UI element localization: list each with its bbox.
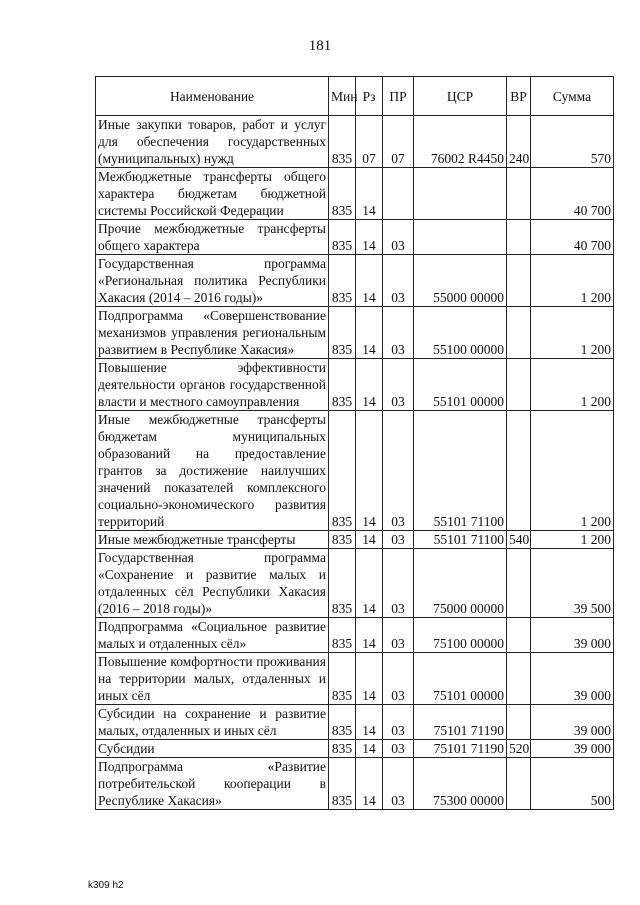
budget-table xyxy=(95,76,614,810)
table-row xyxy=(96,653,614,705)
cell-rz: 14 xyxy=(356,618,383,653)
table-row xyxy=(96,220,614,255)
cell-min: 835 xyxy=(329,116,356,168)
cell-min: 835 xyxy=(329,255,356,307)
table-row xyxy=(96,168,614,220)
cell-pr: 03 xyxy=(383,255,414,307)
cell-name: Подпрограмма «Совершенствование механизмов управления региональным развитием в Республике Хакасия» xyxy=(96,307,329,359)
cell-sum: 39 500 xyxy=(531,549,614,618)
cell-vr xyxy=(507,359,531,411)
cell-sum: 40 700 xyxy=(531,220,614,255)
header-name: Наименование xyxy=(96,77,329,116)
cell-vr xyxy=(507,549,531,618)
table-row xyxy=(96,255,614,307)
cell-pr xyxy=(383,168,414,220)
cell-sum: 39 000 xyxy=(531,705,614,740)
cell-csr: 75300 00000 xyxy=(414,758,507,810)
cell-name: Субсидии на сохранение и развитие малых, отдаленных и иных сёл xyxy=(96,705,329,740)
cell-vr xyxy=(507,705,531,740)
cell-csr: 75101 71190 xyxy=(414,705,507,740)
cell-sum: 39 000 xyxy=(531,618,614,653)
cell-min: 835 xyxy=(329,220,356,255)
table-row xyxy=(96,758,614,810)
cell-name: Иные межбюджетные трансферты бюджетам муниципальных образований на предоставление грантов за достижение наилучших значений показателей комплексного социально-экономического развития территорий xyxy=(96,411,329,531)
header-min: Мин xyxy=(329,77,356,116)
cell-vr: 240 xyxy=(507,116,531,168)
cell-rz: 14 xyxy=(356,531,383,549)
cell-sum: 1 200 xyxy=(531,359,614,411)
cell-rz: 14 xyxy=(356,705,383,740)
table-row xyxy=(96,307,614,359)
cell-vr xyxy=(507,220,531,255)
cell-rz: 14 xyxy=(356,307,383,359)
cell-rz: 07 xyxy=(356,116,383,168)
cell-name: Государственная программа «Сохранение и развитие малых и отдаленных сёл Республики Хакасия (2016 – 2018 годы)» xyxy=(96,549,329,618)
cell-vr xyxy=(507,618,531,653)
page-number: 181 xyxy=(308,38,332,54)
cell-vr xyxy=(507,758,531,810)
cell-vr xyxy=(507,411,531,531)
table-row xyxy=(96,618,614,653)
cell-name: Подпрограмма «Развитие потребительской кооперации в Республике Хакасия» xyxy=(96,758,329,810)
header-vr: ВР xyxy=(507,77,531,116)
cell-sum: 570 xyxy=(531,116,614,168)
cell-sum: 1 200 xyxy=(531,531,614,549)
cell-rz: 14 xyxy=(356,740,383,758)
cell-name: Межбюджетные трансферты общего характера бюджетам бюджетной системы Российской Федерации xyxy=(96,168,329,220)
cell-sum: 1 200 xyxy=(531,255,614,307)
cell-csr: 55100 00000 xyxy=(414,307,507,359)
cell-pr: 03 xyxy=(383,549,414,618)
cell-sum: 39 000 xyxy=(531,653,614,705)
cell-csr: 76002 R4450 xyxy=(414,116,507,168)
cell-name: Повышение эффективности деятельности органов государственной власти и местного самоуправления xyxy=(96,359,329,411)
cell-min: 835 xyxy=(329,307,356,359)
table-row xyxy=(96,531,614,549)
table-row xyxy=(96,116,614,168)
cell-min: 835 xyxy=(329,168,356,220)
cell-min: 835 xyxy=(329,653,356,705)
cell-pr: 03 xyxy=(383,740,414,758)
table-row xyxy=(96,359,614,411)
cell-vr xyxy=(507,255,531,307)
cell-pr: 03 xyxy=(383,705,414,740)
cell-csr: 75000 00000 xyxy=(414,549,507,618)
cell-vr xyxy=(507,307,531,359)
cell-pr: 03 xyxy=(383,653,414,705)
cell-pr: 03 xyxy=(383,220,414,255)
cell-min: 835 xyxy=(329,531,356,549)
cell-rz: 14 xyxy=(356,549,383,618)
cell-rz: 14 xyxy=(356,220,383,255)
cell-csr: 55101 71100 xyxy=(414,531,507,549)
header-sum: Сумма xyxy=(531,77,614,116)
cell-vr xyxy=(507,168,531,220)
cell-vr: 540 xyxy=(507,531,531,549)
header-pr: ПР xyxy=(383,77,414,116)
cell-rz: 14 xyxy=(356,758,383,810)
cell-name: Иные закупки товаров, работ и услуг для обеспечения государственных (муниципальных) нужд xyxy=(96,116,329,168)
cell-rz: 14 xyxy=(356,411,383,531)
cell-csr: 75100 00000 xyxy=(414,618,507,653)
cell-pr: 03 xyxy=(383,531,414,549)
cell-csr xyxy=(414,168,507,220)
cell-vr xyxy=(507,653,531,705)
cell-min: 835 xyxy=(329,359,356,411)
cell-min: 835 xyxy=(329,549,356,618)
cell-name: Иные межбюджетные трансферты xyxy=(96,531,329,549)
cell-csr xyxy=(414,220,507,255)
cell-csr: 75101 71190 xyxy=(414,740,507,758)
cell-pr: 07 xyxy=(383,116,414,168)
cell-csr: 55000 00000 xyxy=(414,255,507,307)
table-body xyxy=(96,116,614,810)
cell-pr: 03 xyxy=(383,307,414,359)
cell-rz: 14 xyxy=(356,359,383,411)
cell-vr: 520 xyxy=(507,740,531,758)
cell-min: 835 xyxy=(329,411,356,531)
cell-pr: 03 xyxy=(383,411,414,531)
cell-pr: 03 xyxy=(383,758,414,810)
cell-csr: 75101 00000 xyxy=(414,653,507,705)
cell-csr: 55101 71100 xyxy=(414,411,507,531)
cell-pr: 03 xyxy=(383,359,414,411)
cell-min: 835 xyxy=(329,758,356,810)
cell-rz: 14 xyxy=(356,653,383,705)
cell-pr: 03 xyxy=(383,618,414,653)
cell-sum: 40 700 xyxy=(531,168,614,220)
cell-name: Повышение комфортности проживания на территории малых, отдаленных и иных сёл xyxy=(96,653,329,705)
cell-csr: 55101 00000 xyxy=(414,359,507,411)
cell-min: 835 xyxy=(329,618,356,653)
cell-sum: 1 200 xyxy=(531,307,614,359)
table-header-row xyxy=(96,77,614,116)
cell-name: Прочие межбюджетные трансферты общего характера xyxy=(96,220,329,255)
header-csr: ЦСР xyxy=(414,77,507,116)
cell-name: Субсидии xyxy=(96,740,329,758)
header-rz: Рз xyxy=(356,77,383,116)
cell-rz: 14 xyxy=(356,255,383,307)
cell-sum: 39 000 xyxy=(531,740,614,758)
footer-code: k309 h2 xyxy=(88,880,124,891)
cell-sum: 500 xyxy=(531,758,614,810)
cell-name: Государственная программа «Региональная политика Республики Хакасия (2014 – 2016 годы)» xyxy=(96,255,329,307)
table-row xyxy=(96,740,614,758)
cell-rz: 14 xyxy=(356,168,383,220)
table-row xyxy=(96,411,614,531)
table-row xyxy=(96,705,614,740)
cell-min: 835 xyxy=(329,740,356,758)
cell-min: 835 xyxy=(329,705,356,740)
cell-name: Подпрограмма «Социальное развитие малых и отдаленных сёл» xyxy=(96,618,329,653)
cell-sum: 1 200 xyxy=(531,411,614,531)
table-row xyxy=(96,549,614,618)
